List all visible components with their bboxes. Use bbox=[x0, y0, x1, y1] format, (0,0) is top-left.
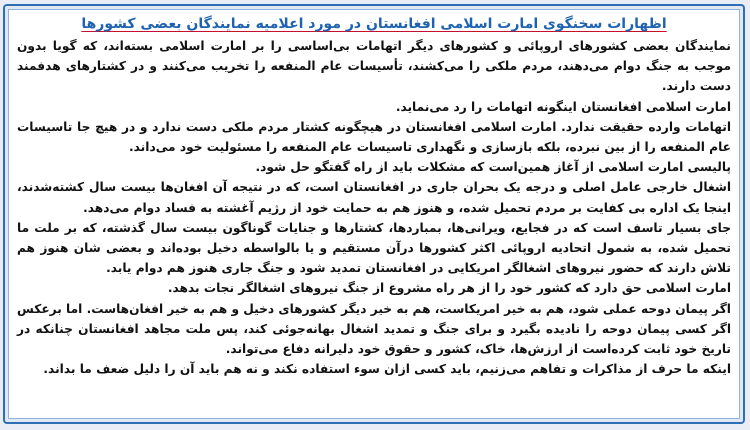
document-body bbox=[8, 9, 740, 419]
document-frame bbox=[3, 4, 745, 424]
paragraph: جای بسیار تاسف است که در فجایع، ویرانی‌ها، بمباردها، کشتارها و جنایات گوناگون بیست سال گذشته، که بر ملت ما تحمیل شده، به شمول اتحادیه اروپائی اکثر کشورها درآن مستقیم و یا بالواسطه دخیل بوده‌اند و بعضی شان هنوز هم تلاش دارند که حضور نیروهای اشغالگر امریکایی در افغانستان تمدید شود و جنگ جاری هنوز هم دوام یابد. bbox=[17, 220, 731, 276]
paragraph: نمایندگان بعضی کشورهای اروپائی و کشورهای دیگر اتهامات بی‌اساسی را بر امارت اسلامی بسته‌اند، که گویا بدون موجب به جنگ دوام می‌دهند، مردم ملکی را می‌کشند، تأسیسات عام المنفعه را تخریب می‌کنند و در کشتارهای هدفمند دست دارند. bbox=[17, 39, 731, 94]
document-title: اظهارات سخنگوی امارت اسلامی افغانستان در مورد اعلامیه نمایندگان بعضی کشورها bbox=[81, 16, 667, 32]
paragraph: اگر پیمان دوحه عملی شود، هم به خیر امریکاست، هم به خیر دیگر کشورهای دخیل و هم به خیر افغان‌هاست. اما برعکس اگر کسی پیمان دوحه را نادیده بگیرد و برای جنگ و تمدید اشغال بهانه‌جوئی کند، پس ملت مجاهد افغانستان چنانکه در تاریخ خود ثابت کرده‌است از ارزش‌ها، خاک، کشور و حقوق خود دلیرانه دفاع می‌تواند. bbox=[17, 301, 731, 357]
paragraph: اشغال خارجی عامل اصلی و درجه یک بحران جاری در افغانستان است، که در نتیجه آن افغان‌ها بیست سال کشته‌شدند، اینجا یک اداره بی کفایت بر مردم تحمیل شده، و هنوز هم به حمایت خود از رژیم آغشته به فساد دوام می‌دهد. bbox=[17, 180, 731, 215]
paragraph: امارت اسلامی حق دارد که کشور خود را از هر راه مشروع از جنگ نیروهای اشغالگر نجات بدهد. bbox=[167, 281, 731, 296]
paragraph: پالیسی امارت اسلامی از آغاز همین‌است که مشکلات باید از راه گفتگو حل شود. bbox=[255, 160, 731, 175]
paragraph: امارت اسلامی افغانستان اینگونه اتهامات را رد می‌نماید. bbox=[395, 99, 731, 114]
paragraph: اینکه ما حرف از مذاکرات و تفاهم می‌زنیم، باید کسی ازان سوء استفاده نکند و نه هم باید آن را دلیل ضعف ما بداند. bbox=[43, 362, 731, 377]
paragraph: اتهامات وارده حقیقت ندارد. امارت اسلامی افغانستان در هیچگونه کشتار مردم ملکی دست ندارد و در هیچ جا تاسیسات عام المنفعه را از بین نبرده، بلکه بازسازی و نگهداری تاسیسات عام المنفعه را مسئولیت خود می‌داند. bbox=[17, 119, 731, 155]
